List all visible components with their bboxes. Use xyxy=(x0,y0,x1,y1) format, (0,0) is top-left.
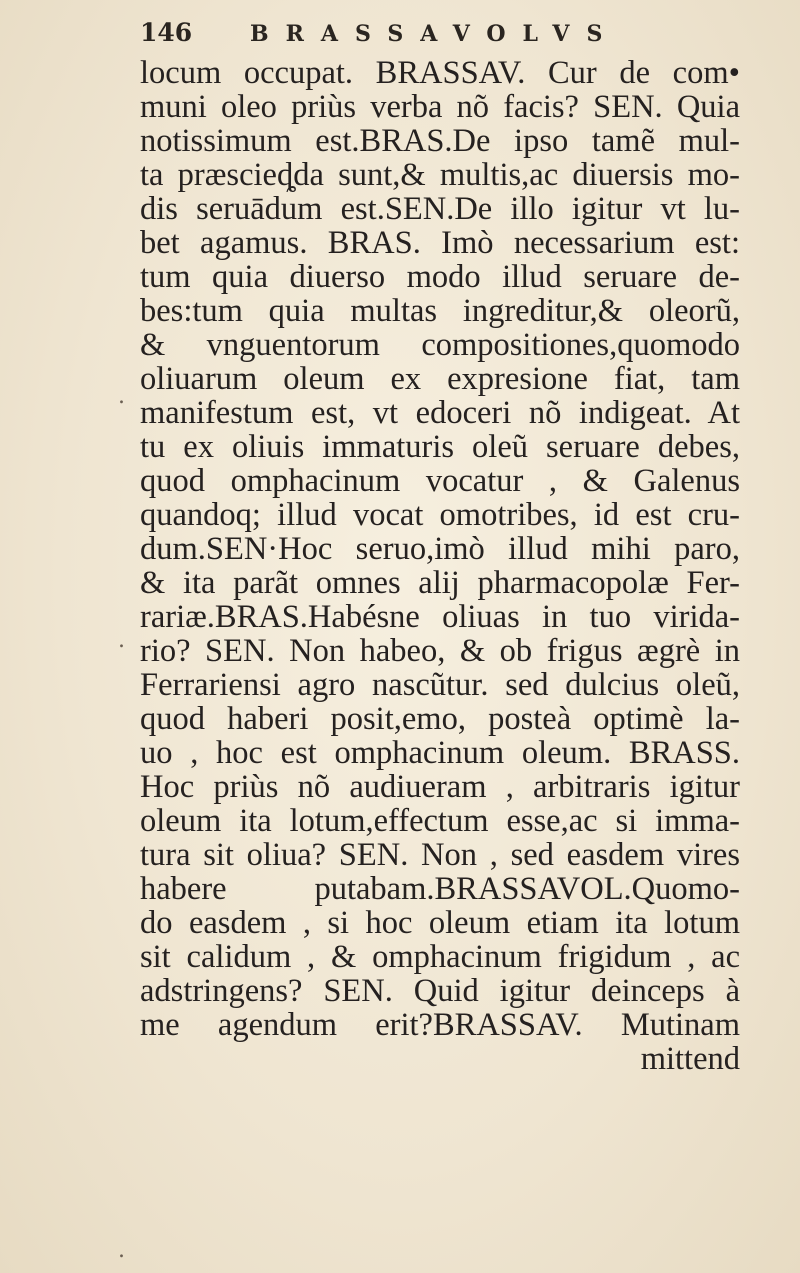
text-line: & ita parãt omnes alij pharmacopolæ Fer- xyxy=(140,565,740,601)
catchword: mittend xyxy=(640,1041,740,1077)
body-text xyxy=(140,56,740,1076)
running-head: BRASSAVOLVS xyxy=(250,21,620,47)
text-line: locum occupat. BRASSAV. Cur de com• xyxy=(140,55,740,91)
text-line: me agendum erit?BRASSAV. Mutinam xyxy=(140,1007,740,1043)
text-line: tum quia diuerso modo illud seruare de- xyxy=(140,259,740,295)
page-header xyxy=(140,18,680,58)
text-line: do easdem , si hoc oleum etiam ita lotum xyxy=(140,905,740,941)
text-line: bes:tum quia multas ingreditur,& oleorũ, xyxy=(140,293,740,329)
text-line: oleum ita lotum,effectum esse,ac si imma- xyxy=(140,803,740,839)
text-line: sit calidum , & omphacinum frigidum , ac xyxy=(140,939,740,975)
text-line: oliuarum oleum ex expresione fiat, tam xyxy=(140,361,740,397)
text-line: dis seruādum est.SEN.De illo igitur vt lu- xyxy=(140,191,740,227)
text-line: manifestum est, vt edoceri nõ indigeat. At xyxy=(140,395,740,431)
text-line: Ferrariensi agro nascũtur. sed dulcius oleũ, xyxy=(140,667,740,703)
text-line: uo , hoc est omphacinum oleum. BRASS. xyxy=(140,735,740,771)
text-line: tu ex oliuis immaturis oleũ seruare debes, xyxy=(140,429,740,465)
margin-dot-mark: . xyxy=(118,384,125,409)
text-line: quod omphacinum vocatur , & Galenus xyxy=(140,463,740,499)
text-line: adstringens? SEN. Quid igitur deinceps à xyxy=(140,973,740,1009)
text-line: bet agamus. BRAS. Imò necessarium est: xyxy=(140,225,740,261)
text-line: quandoq; illud vocat omotribes, id est cru- xyxy=(140,497,740,533)
text-line: habere putabam.BRASSAVOL.Quomo- xyxy=(140,871,740,907)
text-line: rariæ.BRAS.Habésne oliuas in tuo virida- xyxy=(140,599,740,635)
text-line: dum.SEN·Hoc seruo,imò illud mihi paro, xyxy=(140,531,740,567)
text-line: muni oleo priùs verba nõ facis? SEN. Quia xyxy=(140,89,740,125)
text-line: ta præscieȡda sunt,& multis,ac diuersis mo- xyxy=(140,157,740,193)
text-line: & vnguentorum compositiones,quomodo xyxy=(140,327,740,363)
margin-dot-mark: . xyxy=(118,628,125,653)
page-number: 146 xyxy=(140,18,193,47)
text-line: quod haberi posit,emo, posteà optimè la- xyxy=(140,701,740,737)
text-line: rio? SEN. Non habeo, & ob frigus ægrè in xyxy=(140,633,740,669)
margin-dot-mark: . xyxy=(118,1238,125,1263)
text-line: notissimum est.BRAS.De ipso tamẽ mul- xyxy=(140,123,740,159)
text-line: Hoc priùs nõ audiueram , arbitraris igitur xyxy=(140,769,740,805)
text-line: tura sit oliua? SEN. Non , sed easdem vires xyxy=(140,837,740,873)
